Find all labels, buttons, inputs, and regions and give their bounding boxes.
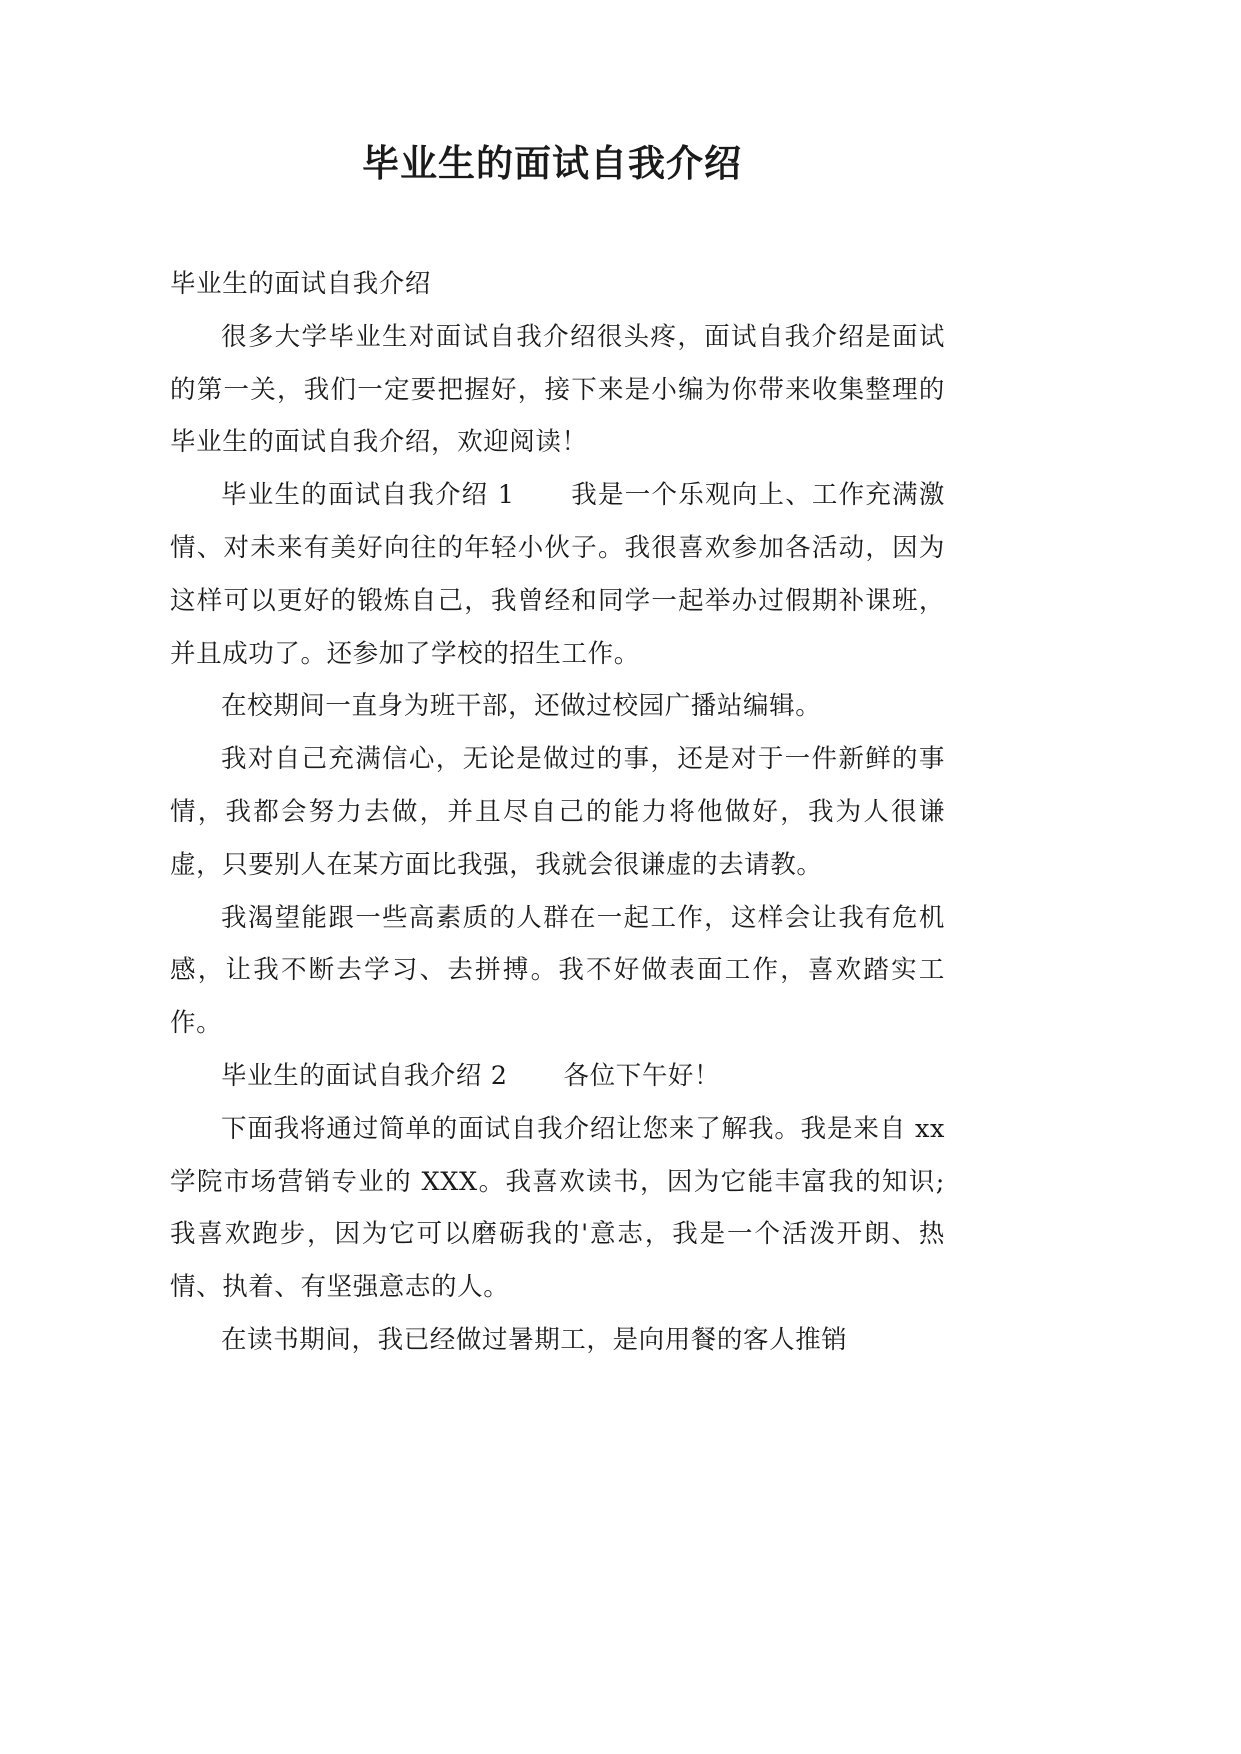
section-1-text: 我是一个乐观向上、工作充满激情、对未来有美好向往的年轻小伙子。我很喜欢参加各活动，因为这样可以更好的锻炼自己，我曾经和同学一起举办过假期补课班，并且成功了。还参加了学校的招生工作。: [170, 480, 946, 669]
section-2-paragraph: [170, 1050, 945, 1103]
paragraph: 我渴望能跟一些高素质的人群在一起工作，这样会让我有危机感，让我不断去学习、去拼搏。我不好做表面工作，喜欢踏实工作。: [170, 902, 945, 1039]
document-body: [170, 258, 945, 1367]
section-2-heading: 毕业生的面试自我介绍 2: [221, 1060, 508, 1091]
intro-paragraph: 很多大学毕业生对面试自我介绍很头疼，面试自我介绍是面试的第一关，我们一定要把握好，接下来是小编为你带来收集整理的毕业生的面试自我介绍，欢迎阅读！: [170, 321, 945, 458]
paragraph: 在读书期间，我已经做过暑期工，是向用餐的客人推销: [221, 1324, 848, 1355]
section-2-text: 各位下午好！: [563, 1060, 721, 1091]
section-1-heading: 毕业生的面试自我介绍 1: [221, 480, 515, 511]
paragraph: 下面我将通过简单的面试自我介绍让您来了解我。我是来自 xx 学院市场营销专业的 XXX。我喜欢读书，因为它能丰富我的知识;我喜欢跑步，因为它可以磨砺我的'意志，我是一个活泼开朗、热情、执着、有坚强意志的人。: [170, 1113, 945, 1303]
paragraph: 我对自己充满信心，无论是做过的事，还是对于一件新鲜的事情，我都会努力去做，并且尽自己的能力将他做好，我为人很谦虚，只要别人在某方面比我强，我就会很谦虚的去请教。: [170, 744, 945, 880]
document-subtitle: 毕业生的面试自我介绍: [170, 269, 432, 299]
document-title: 毕业生的面试自我介绍: [362, 142, 742, 185]
paragraph: 在校期间一直身为班干部，还做过校园广播站编辑。: [221, 691, 822, 722]
section-1-paragraph: [170, 469, 945, 680]
